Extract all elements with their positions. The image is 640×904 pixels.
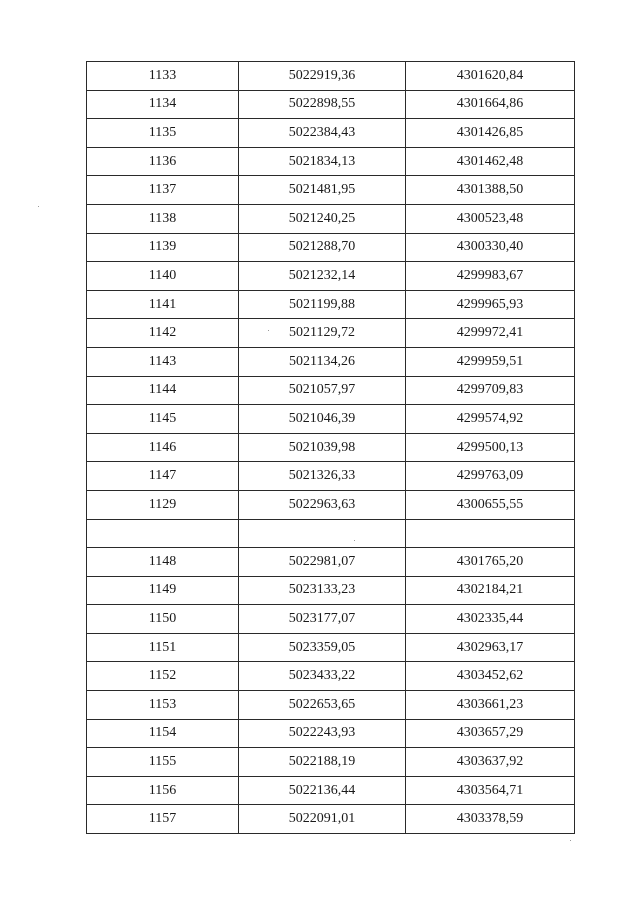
point-number-cell: 1135 <box>87 119 239 148</box>
y-coordinate-cell: 4299983,67 <box>406 262 575 291</box>
point-number-cell: 1146 <box>87 433 239 462</box>
x-coordinate-cell: 5023133,23 <box>239 576 406 605</box>
table-row <box>87 605 575 634</box>
y-coordinate-cell: 4301620,84 <box>406 62 575 91</box>
x-coordinate-cell: 5021288,70 <box>239 233 406 262</box>
table-row <box>87 719 575 748</box>
table-row <box>87 576 575 605</box>
coordinates-table <box>86 61 575 834</box>
y-coordinate-cell: 4299965,93 <box>406 290 575 319</box>
x-coordinate-cell: 5021199,88 <box>239 290 406 319</box>
table-row <box>87 548 575 577</box>
y-coordinate-cell: 4303452,62 <box>406 662 575 691</box>
y-coordinate-cell: 4301462,48 <box>406 147 575 176</box>
point-number-cell: 1138 <box>87 204 239 233</box>
y-coordinate-cell: 4300523,48 <box>406 204 575 233</box>
x-coordinate-cell: 5022963,63 <box>239 490 406 519</box>
x-coordinate-cell: 5021039,98 <box>239 433 406 462</box>
y-coordinate-cell: 4299959,51 <box>406 347 575 376</box>
table-row <box>87 691 575 720</box>
x-coordinate-cell: 5022919,36 <box>239 62 406 91</box>
x-coordinate-cell: 5021240,25 <box>239 204 406 233</box>
point-number-cell: 1143 <box>87 347 239 376</box>
coordinates-table-body <box>87 62 575 834</box>
point-number-cell: 1150 <box>87 605 239 634</box>
point-number-cell: 1149 <box>87 576 239 605</box>
y-coordinate-cell: 4299574,92 <box>406 405 575 434</box>
table-row <box>87 662 575 691</box>
y-coordinate-cell: 4301388,50 <box>406 176 575 205</box>
point-number-cell: 1148 <box>87 548 239 577</box>
point-number-cell: 1142 <box>87 319 239 348</box>
y-coordinate-cell: 4302963,17 <box>406 633 575 662</box>
point-number-cell: 1136 <box>87 147 239 176</box>
x-coordinate-cell: 5021134,26 <box>239 347 406 376</box>
table-row <box>87 204 575 233</box>
x-coordinate-cell: 5022384,43 <box>239 119 406 148</box>
table-row <box>87 433 575 462</box>
x-coordinate-cell: 5022091,01 <box>239 805 406 834</box>
y-coordinate-cell: 4303657,29 <box>406 719 575 748</box>
x-coordinate-cell: 5023433,22 <box>239 662 406 691</box>
x-coordinate-cell: 5021232,14 <box>239 262 406 291</box>
table-row <box>87 147 575 176</box>
table-row <box>87 119 575 148</box>
x-coordinate-cell: 5021046,39 <box>239 405 406 434</box>
y-coordinate-cell: 4300330,40 <box>406 233 575 262</box>
y-coordinate-cell: 4299763,09 <box>406 462 575 491</box>
point-number-cell: 1141 <box>87 290 239 319</box>
y-coordinate-cell: 4303564,71 <box>406 776 575 805</box>
x-coordinate-cell: 5021057,97 <box>239 376 406 405</box>
table-row <box>87 290 575 319</box>
y-coordinate-cell: 4301664,86 <box>406 90 575 119</box>
table-row <box>87 776 575 805</box>
y-coordinate-cell <box>406 519 575 548</box>
table-row <box>87 462 575 491</box>
point-number-cell: 1156 <box>87 776 239 805</box>
table-row <box>87 490 575 519</box>
y-coordinate-cell: 4299500,13 <box>406 433 575 462</box>
x-coordinate-cell <box>239 519 406 548</box>
table-row <box>87 376 575 405</box>
table-row <box>87 519 575 548</box>
point-number-cell: 1147 <box>87 462 239 491</box>
point-number-cell: 1151 <box>87 633 239 662</box>
x-coordinate-cell: 5023359,05 <box>239 633 406 662</box>
table-row <box>87 748 575 777</box>
point-number-cell: 1145 <box>87 405 239 434</box>
x-coordinate-cell: 5022981,07 <box>239 548 406 577</box>
x-coordinate-cell: 5021129,72 <box>239 319 406 348</box>
y-coordinate-cell: 4303637,92 <box>406 748 575 777</box>
y-coordinate-cell: 4301426,85 <box>406 119 575 148</box>
table-row <box>87 62 575 91</box>
point-number-cell: 1144 <box>87 376 239 405</box>
scan-speck <box>354 540 355 541</box>
scan-speck <box>38 206 39 207</box>
table-row <box>87 319 575 348</box>
x-coordinate-cell: 5022136,44 <box>239 776 406 805</box>
x-coordinate-cell: 5021326,33 <box>239 462 406 491</box>
scan-speck <box>570 840 571 841</box>
x-coordinate-cell: 5022898,55 <box>239 90 406 119</box>
y-coordinate-cell: 4302184,21 <box>406 576 575 605</box>
table-row <box>87 233 575 262</box>
table-row <box>87 805 575 834</box>
table-row <box>87 90 575 119</box>
table-row <box>87 176 575 205</box>
point-number-cell <box>87 519 239 548</box>
y-coordinate-cell: 4303661,23 <box>406 691 575 720</box>
point-number-cell: 1154 <box>87 719 239 748</box>
point-number-cell: 1153 <box>87 691 239 720</box>
point-number-cell: 1133 <box>87 62 239 91</box>
y-coordinate-cell: 4299972,41 <box>406 319 575 348</box>
y-coordinate-cell: 4300655,55 <box>406 490 575 519</box>
x-coordinate-cell: 5022653,65 <box>239 691 406 720</box>
point-number-cell: 1129 <box>87 490 239 519</box>
y-coordinate-cell: 4303378,59 <box>406 805 575 834</box>
x-coordinate-cell: 5023177,07 <box>239 605 406 634</box>
table-row <box>87 262 575 291</box>
point-number-cell: 1152 <box>87 662 239 691</box>
table-row <box>87 633 575 662</box>
point-number-cell: 1137 <box>87 176 239 205</box>
table-row <box>87 347 575 376</box>
point-number-cell: 1157 <box>87 805 239 834</box>
x-coordinate-cell: 5021481,95 <box>239 176 406 205</box>
x-coordinate-cell: 5022188,19 <box>239 748 406 777</box>
point-number-cell: 1139 <box>87 233 239 262</box>
point-number-cell: 1134 <box>87 90 239 119</box>
x-coordinate-cell: 5022243,93 <box>239 719 406 748</box>
point-number-cell: 1155 <box>87 748 239 777</box>
x-coordinate-cell: 5021834,13 <box>239 147 406 176</box>
point-number-cell: 1140 <box>87 262 239 291</box>
table-row <box>87 405 575 434</box>
scan-speck <box>268 330 269 331</box>
y-coordinate-cell: 4301765,20 <box>406 548 575 577</box>
y-coordinate-cell: 4299709,83 <box>406 376 575 405</box>
y-coordinate-cell: 4302335,44 <box>406 605 575 634</box>
